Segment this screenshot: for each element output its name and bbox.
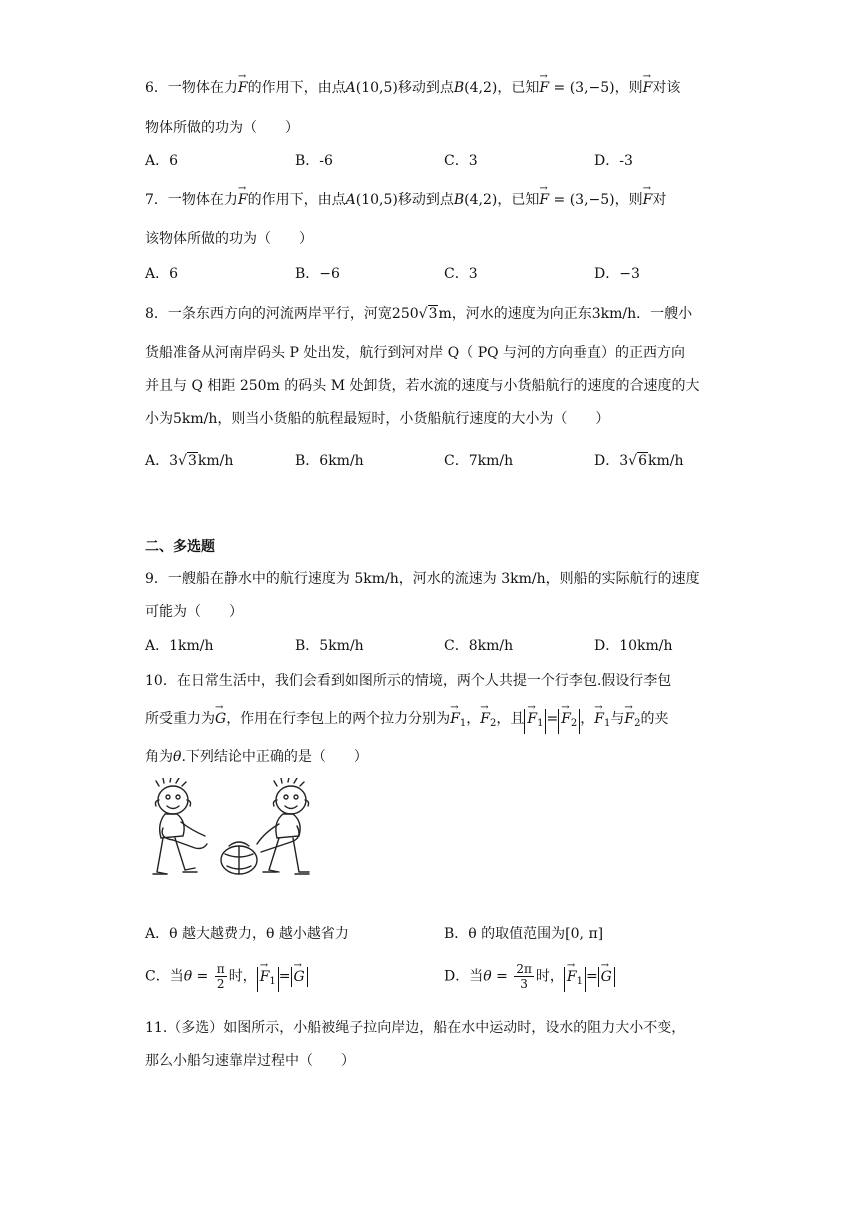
q6-option-a: A．6 bbox=[145, 153, 179, 169]
q8-option-c: C．7km/h bbox=[444, 453, 514, 469]
q8-option-a: A．3√3km/h bbox=[145, 453, 234, 469]
q6-option-b: B．-6 bbox=[295, 153, 333, 169]
q6-option-c: C．3 bbox=[444, 153, 478, 169]
q10-option-a: A．θ 越大越费力，θ 越小越省力 bbox=[145, 926, 349, 942]
q8-line2: 货船准备从河南岸码头 P 处出发，航行到河对岸 Q（ PQ 与河的方向垂直）的正西方向 bbox=[145, 345, 686, 361]
q8-option-b: B．6km/h bbox=[295, 453, 364, 469]
q10-line3: 角为θ.下列结论中正确的是（ ） bbox=[145, 749, 368, 765]
fraction: $\frac{2\pi}{3}$ bbox=[516, 962, 532, 991]
q9-option-a: A．1km/h bbox=[145, 638, 214, 654]
section-heading: 二、多选题 bbox=[145, 539, 215, 555]
fraction: $\frac{\pi}{2}$ bbox=[216, 962, 225, 991]
q9-line2: 可能为（ ） bbox=[145, 604, 243, 620]
q9-option-d: D．10km/h bbox=[594, 638, 673, 654]
q8-line3: 并且与 Q 相距 250m 的码头 M 处卸货，若水流的速度与小货船航行的速度的合速度的大 bbox=[145, 378, 700, 394]
q8-line1: 8．一条东西方向的河流两岸平行，河宽250√3m，河水的速度为向正东3km/h．一艘小 bbox=[145, 306, 693, 322]
q11-line2: 那么小船匀速靠岸过程中（ ） bbox=[145, 1053, 355, 1069]
q7-line1: 7．一物体在力→ F的作用下，由点A(10,5)移动到点B(4,2)，已知→ F = (3,−5)，则→ F对 bbox=[145, 190, 666, 210]
q9-option-b: B．5km/h bbox=[295, 638, 364, 654]
q10-option-b: B．θ 的取值范围为[0, π] bbox=[444, 926, 604, 942]
q7-option-d: D．−3 bbox=[594, 266, 640, 282]
two-people-carrying-bag-illustration bbox=[145, 778, 335, 906]
vector-F: → F bbox=[238, 78, 248, 98]
q10-option-c: C．当θ = $\frac{\pi}{2}$ 时，→ $F_1 =\to G$ bbox=[145, 962, 308, 992]
q9-line1: 9．一艘船在静水中的航行速度为 5km/h，河水的流速为 3km/h，则船的实际航行的速度 bbox=[145, 571, 700, 587]
q10-line1: 10．在日常生活中，我们会看到如图所示的情境，两个人共提一个行李包.假设行李包 bbox=[145, 673, 672, 689]
q10-option-d: D．当θ = $\frac{2\pi}{3}$ 时，→ $F_1 =\to G$ bbox=[444, 962, 615, 992]
q8-line4: 小为5km/h，则当小货船的航程最短时，小货船航行速度的大小为（ ） bbox=[145, 411, 610, 427]
q8-option-d: D．3√6km/h bbox=[594, 453, 684, 469]
q7-option-c: C．3 bbox=[444, 266, 478, 282]
q7-line2: 该物体所做的功为（ ） bbox=[145, 231, 313, 247]
q11-line1: 11.（多选）如图所示，小船被绳子拉向岸边，船在水中运动时，设水的阻力大小不变， bbox=[145, 1020, 686, 1036]
q7-option-b: B．−6 bbox=[295, 266, 340, 282]
q10-line2: 所受重力为→ G，作用在行李包上的两个拉力分别为→ $F_1$，→ $F_2$，且→ $F_1 =\to F_2$ ，→ $F_1$与→ $F_2$的夹 bbox=[145, 709, 668, 734]
q6-option-d: D．-3 bbox=[594, 153, 633, 169]
q6-line1: 6．一物体在力→ F的作用下，由点A(10,5)移动到点B(4,2)，已知→ F = (3,−5)，则→ F对该 bbox=[145, 78, 680, 98]
q6-line2: 物体所做的功为（ ） bbox=[145, 120, 299, 136]
q9-option-c: C．8km/h bbox=[444, 638, 514, 654]
q7-option-a: A．6 bbox=[145, 266, 179, 282]
